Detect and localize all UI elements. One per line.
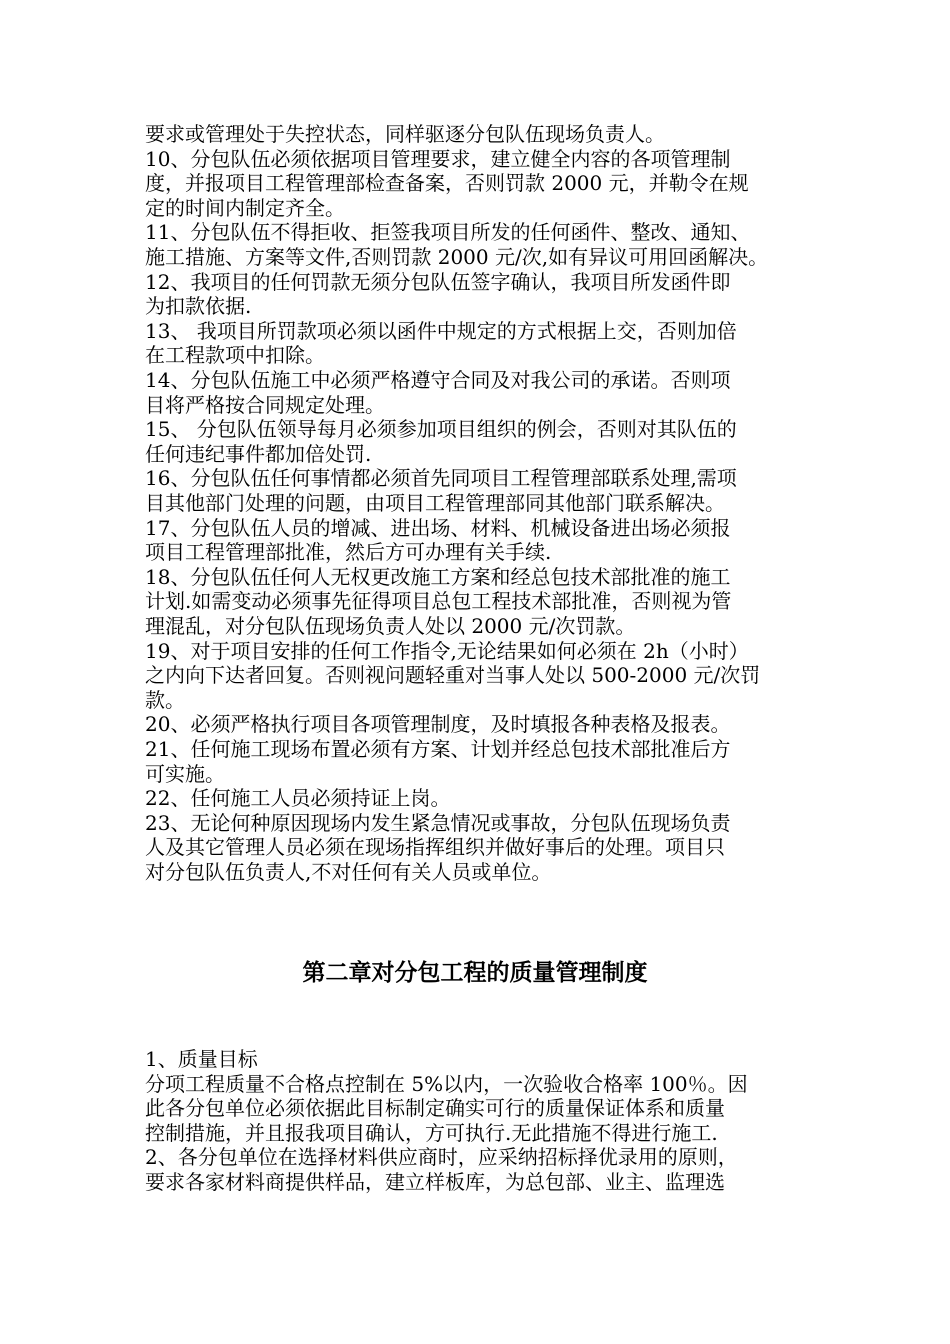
text-line: 21、任何施工现场布置必须有方案、计划并经总包技术部批准后方: [145, 737, 731, 761]
text-line: 17、分包队伍人员的增减、进出场、材料、机械设备进出场必须报: [145, 515, 731, 540]
text-line: 2、各分包单位在选择材料供应商时，应采纳招标择优录用的原则，: [145, 1145, 738, 1170]
text-line: 13、 我项目所罚款项必须以函件中规定的方式根据上交，否则加倍: [145, 318, 737, 343]
text-line: 定的时间内制定齐全。: [145, 195, 345, 220]
text-line: 18、分包队伍任何人无权更改施工方案和经总包技术部批准的施工: [145, 564, 731, 589]
text-line: 11、分包队伍不得拒收、拒签我项目所发的任何函件、整改、通知、: [145, 220, 751, 245]
text-line: 要求各家材料商提供样品，建立样板库，为总包部、业主、监理选: [145, 1170, 725, 1194]
text-line: 在工程款项中扣除。: [145, 343, 325, 368]
text-line: 12、我项目的任何罚款无须分包队伍签字确认，我项目所发函件即: [145, 269, 731, 294]
text-line: 任何违纪事件都加倍处罚.: [145, 441, 372, 466]
text-line: 项目工程管理部批准，然后方可办理有关手续.: [145, 540, 552, 565]
text-line: 20、必须严格执行项目各项管理制度，及时填报各种表格及报表。: [145, 712, 731, 737]
text-line: 要求或管理处于失控状态，同样驱逐分包队伍现场负责人。: [145, 122, 665, 146]
text-line: 计划.如需变动必须事先征得项目总包工程技术部批准，否则视为管: [145, 589, 732, 614]
text-line: 1、质量目标: [145, 1047, 258, 1071]
text-line: 之内向下达者回复。否则视问题轻重对当事人处以 500-2000 元/次罚: [145, 663, 761, 688]
text-line: 控制措施，并且报我项目确认，方可执行.无此措施不得进行施工.: [145, 1120, 718, 1145]
text-line: 款。: [145, 687, 185, 712]
chapter-heading: 第二章对分包工程的质量管理制度: [302, 960, 648, 986]
text-line: 16、分包队伍任何事情都必须首先同项目工程管理部联系处理,需项: [145, 466, 737, 491]
text-line: 14、分包队伍施工中必须严格遵守合同及对我公司的承诺。否则项: [145, 368, 731, 392]
text-line: 分项工程质量不合格点控制在 5%以内，一次验收合格率 100％。因: [145, 1071, 748, 1096]
text-line: 为扣款依据.: [145, 294, 252, 319]
text-line: 目将严格按合同规定处理。: [145, 392, 385, 417]
text-line: 10、分包队伍必须依据项目管理要求，建立健全内容的各项管理制: [145, 146, 731, 171]
text-line: 对分包队伍负责人,不对任何有关人员或单位。: [145, 860, 552, 884]
text-line: 此各分包单位必须依据此目标制定确实可行的质量保证体系和质量: [145, 1096, 725, 1121]
text-line: 15、 分包队伍领导每月必须参加项目组织的例会，否则对其队伍的: [145, 417, 737, 442]
text-line: 目其他部门处理的问题，由项目工程管理部同其他部门联系解决。: [145, 491, 725, 515]
text-line: 19、对于项目安排的任何工作指令,无论结果如何必须在 2h（小时）: [145, 638, 749, 663]
text-line: 施工措施、方案等文件,否则罚款 2000 元/次,如有异议可用回函解决。: [145, 245, 769, 269]
text-line: 理混乱，对分包队伍现场负责人处以 2000 元/次罚款。: [145, 614, 636, 638]
text-line: 度，并报项目工程管理部检查备案，否则罚款 2000 元，并勒令在规: [145, 171, 749, 196]
text-line: 22、任何施工人员必须持证上岗。: [145, 786, 451, 811]
text-line: 人及其它管理人员必须在现场指挥组织并做好事后的处理。项目只: [145, 835, 725, 860]
text-line: 23、无论何种原因现场内发生紧急情况或事故，分包队伍现场负责: [145, 810, 731, 835]
text-line: 可实施。: [145, 761, 225, 786]
